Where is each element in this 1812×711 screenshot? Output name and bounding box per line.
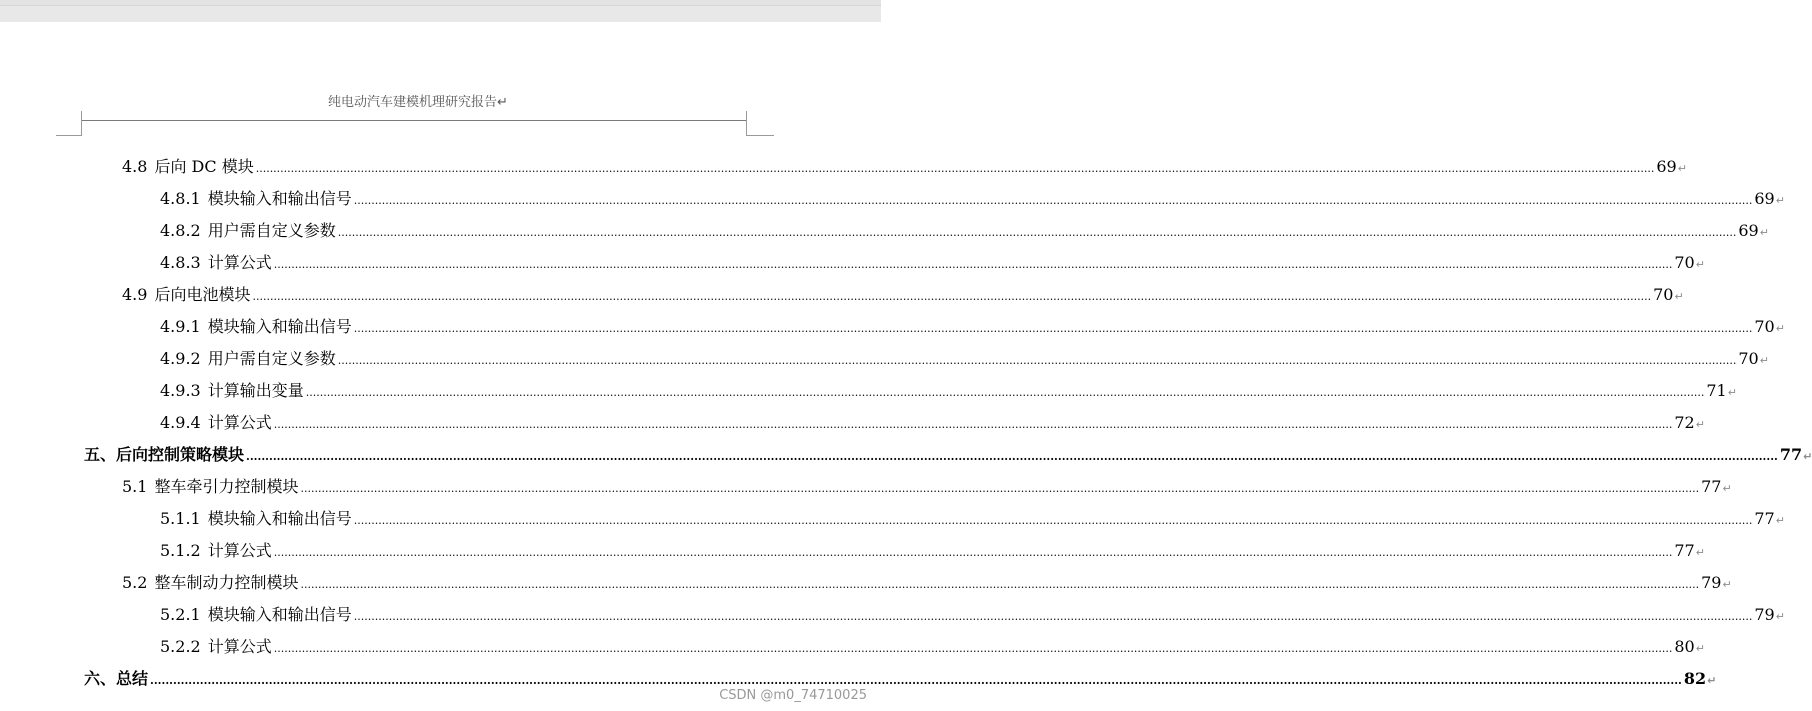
toc-leader-dots: ................................................................................................................................................................................................................................................................................................................................................................................................................ <box>255 162 1655 175</box>
toc-entry[interactable] <box>84 444 1812 466</box>
toc-leader-dots: ................................................................................................................................................................................................................................................................................................................................................................................................................ <box>300 578 1700 591</box>
toc-entry-title: 模块输入和输出信号 <box>207 509 352 528</box>
toc-entry[interactable] <box>122 156 1687 178</box>
toc-entry-number: 5.2.1 <box>160 605 201 624</box>
paragraph-mark-icon: ↵ <box>1775 514 1785 527</box>
toc-leader-dots: ................................................................................................................................................................................................................................................................................................................................................................................................................ <box>305 386 1705 399</box>
toc-leader-dots: ................................................................................................................................................................................................................................................................................................................................................................................................................ <box>273 418 1673 431</box>
toc-leader-dots: ................................................................................................................................................................................................................................................................................................................................................................................................................ <box>150 674 1682 687</box>
paragraph-mark-icon: ↵ <box>1677 162 1687 175</box>
toc-entry-page-number: 71 <box>1706 381 1727 400</box>
toc-entry[interactable] <box>160 540 1705 562</box>
toc-entry-title: 用户需自定义参数 <box>207 349 336 368</box>
toc-entry-title: 模块输入和输出信号 <box>207 605 352 624</box>
paragraph-mark-icon: ↵ <box>1759 354 1769 367</box>
paragraph-mark-icon: ↵ <box>1775 610 1785 623</box>
toc-entry-title: 计算公式 <box>207 413 272 432</box>
toc-entry-page-number: 77 <box>1779 445 1803 464</box>
header-rule <box>82 120 746 121</box>
toc-entry-title: 模块输入和输出信号 <box>207 317 352 336</box>
toc-entry-title: 后向电池模块 <box>154 285 251 304</box>
toc-entry-page-number: 77 <box>1701 477 1722 496</box>
toc-entry-page-number: 69 <box>1754 189 1775 208</box>
toc-entry-page-number: 70 <box>1674 253 1695 272</box>
toc-entry-page-number: 70 <box>1738 349 1759 368</box>
toc-entry[interactable] <box>160 252 1705 274</box>
toc-entry-number: 4.9.4 <box>160 413 201 432</box>
paragraph-mark-icon: ↵ <box>1695 418 1705 431</box>
toc-leader-dots: ................................................................................................................................................................................................................................................................................................................................................................................................................ <box>353 610 1753 623</box>
paragraph-mark-icon: ↵ <box>1759 226 1769 239</box>
paragraph-mark-icon: ↵ <box>1695 258 1705 271</box>
toc-leader-dots: ................................................................................................................................................................................................................................................................................................................................................................................................................ <box>273 546 1673 559</box>
toc-entry-number: 4.8.2 <box>160 221 201 240</box>
toc-entry-number: 4.9 <box>122 285 148 304</box>
toc-entry-page-number: 70 <box>1653 285 1674 304</box>
toc-entry-page-number: 70 <box>1754 317 1775 336</box>
toc-entry-number: 4.8.1 <box>160 189 201 208</box>
toc-entry[interactable] <box>122 572 1732 594</box>
toc-leader-dots: ................................................................................................................................................................................................................................................................................................................................................................................................................ <box>246 450 1778 463</box>
toc-entry[interactable] <box>160 380 1737 402</box>
toc-leader-dots: ................................................................................................................................................................................................................................................................................................................................................................................................................ <box>353 322 1753 335</box>
toc-entry-title: 计算公式 <box>207 253 272 272</box>
toc-leader-dots: ................................................................................................................................................................................................................................................................................................................................................................................................................ <box>337 226 1737 239</box>
toc-entry-page-number: 80 <box>1674 637 1695 656</box>
toc-entry-number: 4.9.2 <box>160 349 201 368</box>
toc-leader-dots: ................................................................................................................................................................................................................................................................................................................................................................................................................ <box>300 482 1700 495</box>
paragraph-mark-icon: ↵ <box>1722 578 1732 591</box>
toc-entry[interactable] <box>160 412 1705 434</box>
toc-entry-number: 4.9.3 <box>160 381 201 400</box>
toc-entry-page-number: 82 <box>1683 669 1707 688</box>
toc-entry-number: 4.8 <box>122 157 148 176</box>
toc-entry-page-number: 72 <box>1674 413 1695 432</box>
toc-entry-page-number: 79 <box>1754 605 1775 624</box>
window-top-bar <box>0 0 881 22</box>
paragraph-mark-icon: ↵ <box>1803 450 1812 463</box>
watermark: CSDN @m0_74710025 <box>719 688 867 703</box>
toc-entry-page-number: 77 <box>1674 541 1695 560</box>
toc-entry-title: 后向 DC 模块 <box>154 157 254 176</box>
toc-entry-page-number: 69 <box>1738 221 1759 240</box>
toc-entry-title: 整车牵引力控制模块 <box>154 477 299 496</box>
crop-mark-left <box>56 111 82 136</box>
page-header-title: 纯电动汽车建模机理研究报告↵ <box>328 95 508 110</box>
toc-entry[interactable] <box>160 636 1705 658</box>
toc-entry-title: 计算公式 <box>207 637 272 656</box>
toc-entry[interactable] <box>160 508 1785 530</box>
toc-entry-page-number: 77 <box>1754 509 1775 528</box>
toc-entry-title: 五、后向控制策略模块 <box>84 445 245 464</box>
toc-entry-number: 4.8.3 <box>160 253 201 272</box>
paragraph-mark-icon: ↵ <box>1674 290 1684 303</box>
toc-entry[interactable] <box>122 284 1684 306</box>
toc-entry-title: 六、总结 <box>84 669 149 688</box>
toc-entry-page-number: 69 <box>1656 157 1677 176</box>
toc-entry-number: 5.2.2 <box>160 637 201 656</box>
toc-leader-dots: ................................................................................................................................................................................................................................................................................................................................................................................................................ <box>353 194 1753 207</box>
paragraph-mark-icon: ↵ <box>1727 386 1737 399</box>
paragraph-mark-icon: ↵ <box>1707 674 1717 687</box>
toc-entry[interactable] <box>160 316 1785 338</box>
toc-entry[interactable] <box>160 188 1785 210</box>
document-page <box>0 22 1812 711</box>
paragraph-mark-icon: ↵ <box>1695 642 1705 655</box>
toc-entry-number: 5.1 <box>122 477 148 496</box>
toc-entry[interactable] <box>122 476 1732 498</box>
paragraph-mark-icon: ↵ <box>1722 482 1732 495</box>
toc-entry[interactable] <box>160 220 1769 242</box>
crop-mark-right <box>746 111 774 136</box>
toc-entry-number: 5.1.1 <box>160 509 201 528</box>
toc-entry[interactable] <box>84 668 1717 690</box>
toc-entry-title: 模块输入和输出信号 <box>207 189 352 208</box>
toc-leader-dots: ................................................................................................................................................................................................................................................................................................................................................................................................................ <box>273 258 1673 271</box>
paragraph-mark-icon: ↵ <box>1775 194 1785 207</box>
toc-leader-dots: ................................................................................................................................................................................................................................................................................................................................................................................................................ <box>273 642 1673 655</box>
paragraph-mark-icon: ↵ <box>1775 322 1785 335</box>
toc-entry-title: 计算输出变量 <box>207 381 304 400</box>
toc-leader-dots: ................................................................................................................................................................................................................................................................................................................................................................................................................ <box>252 290 1652 303</box>
ruler-strip <box>0 5 881 22</box>
toc-entry-number: 5.1.2 <box>160 541 201 560</box>
toc-entry-title: 用户需自定义参数 <box>207 221 336 240</box>
paragraph-mark-icon: ↵ <box>1695 546 1705 559</box>
toc-entry[interactable] <box>160 604 1785 626</box>
toc-entry-title: 整车制动力控制模块 <box>154 573 299 592</box>
toc-entry[interactable] <box>160 348 1769 370</box>
toc-leader-dots: ................................................................................................................................................................................................................................................................................................................................................................................................................ <box>353 514 1753 527</box>
toc-entry-number: 4.9.1 <box>160 317 201 336</box>
toc-entry-number: 5.2 <box>122 573 148 592</box>
toc-entry-page-number: 79 <box>1701 573 1722 592</box>
toc-entry-title: 计算公式 <box>207 541 272 560</box>
toc-leader-dots: ................................................................................................................................................................................................................................................................................................................................................................................................................ <box>337 354 1737 367</box>
